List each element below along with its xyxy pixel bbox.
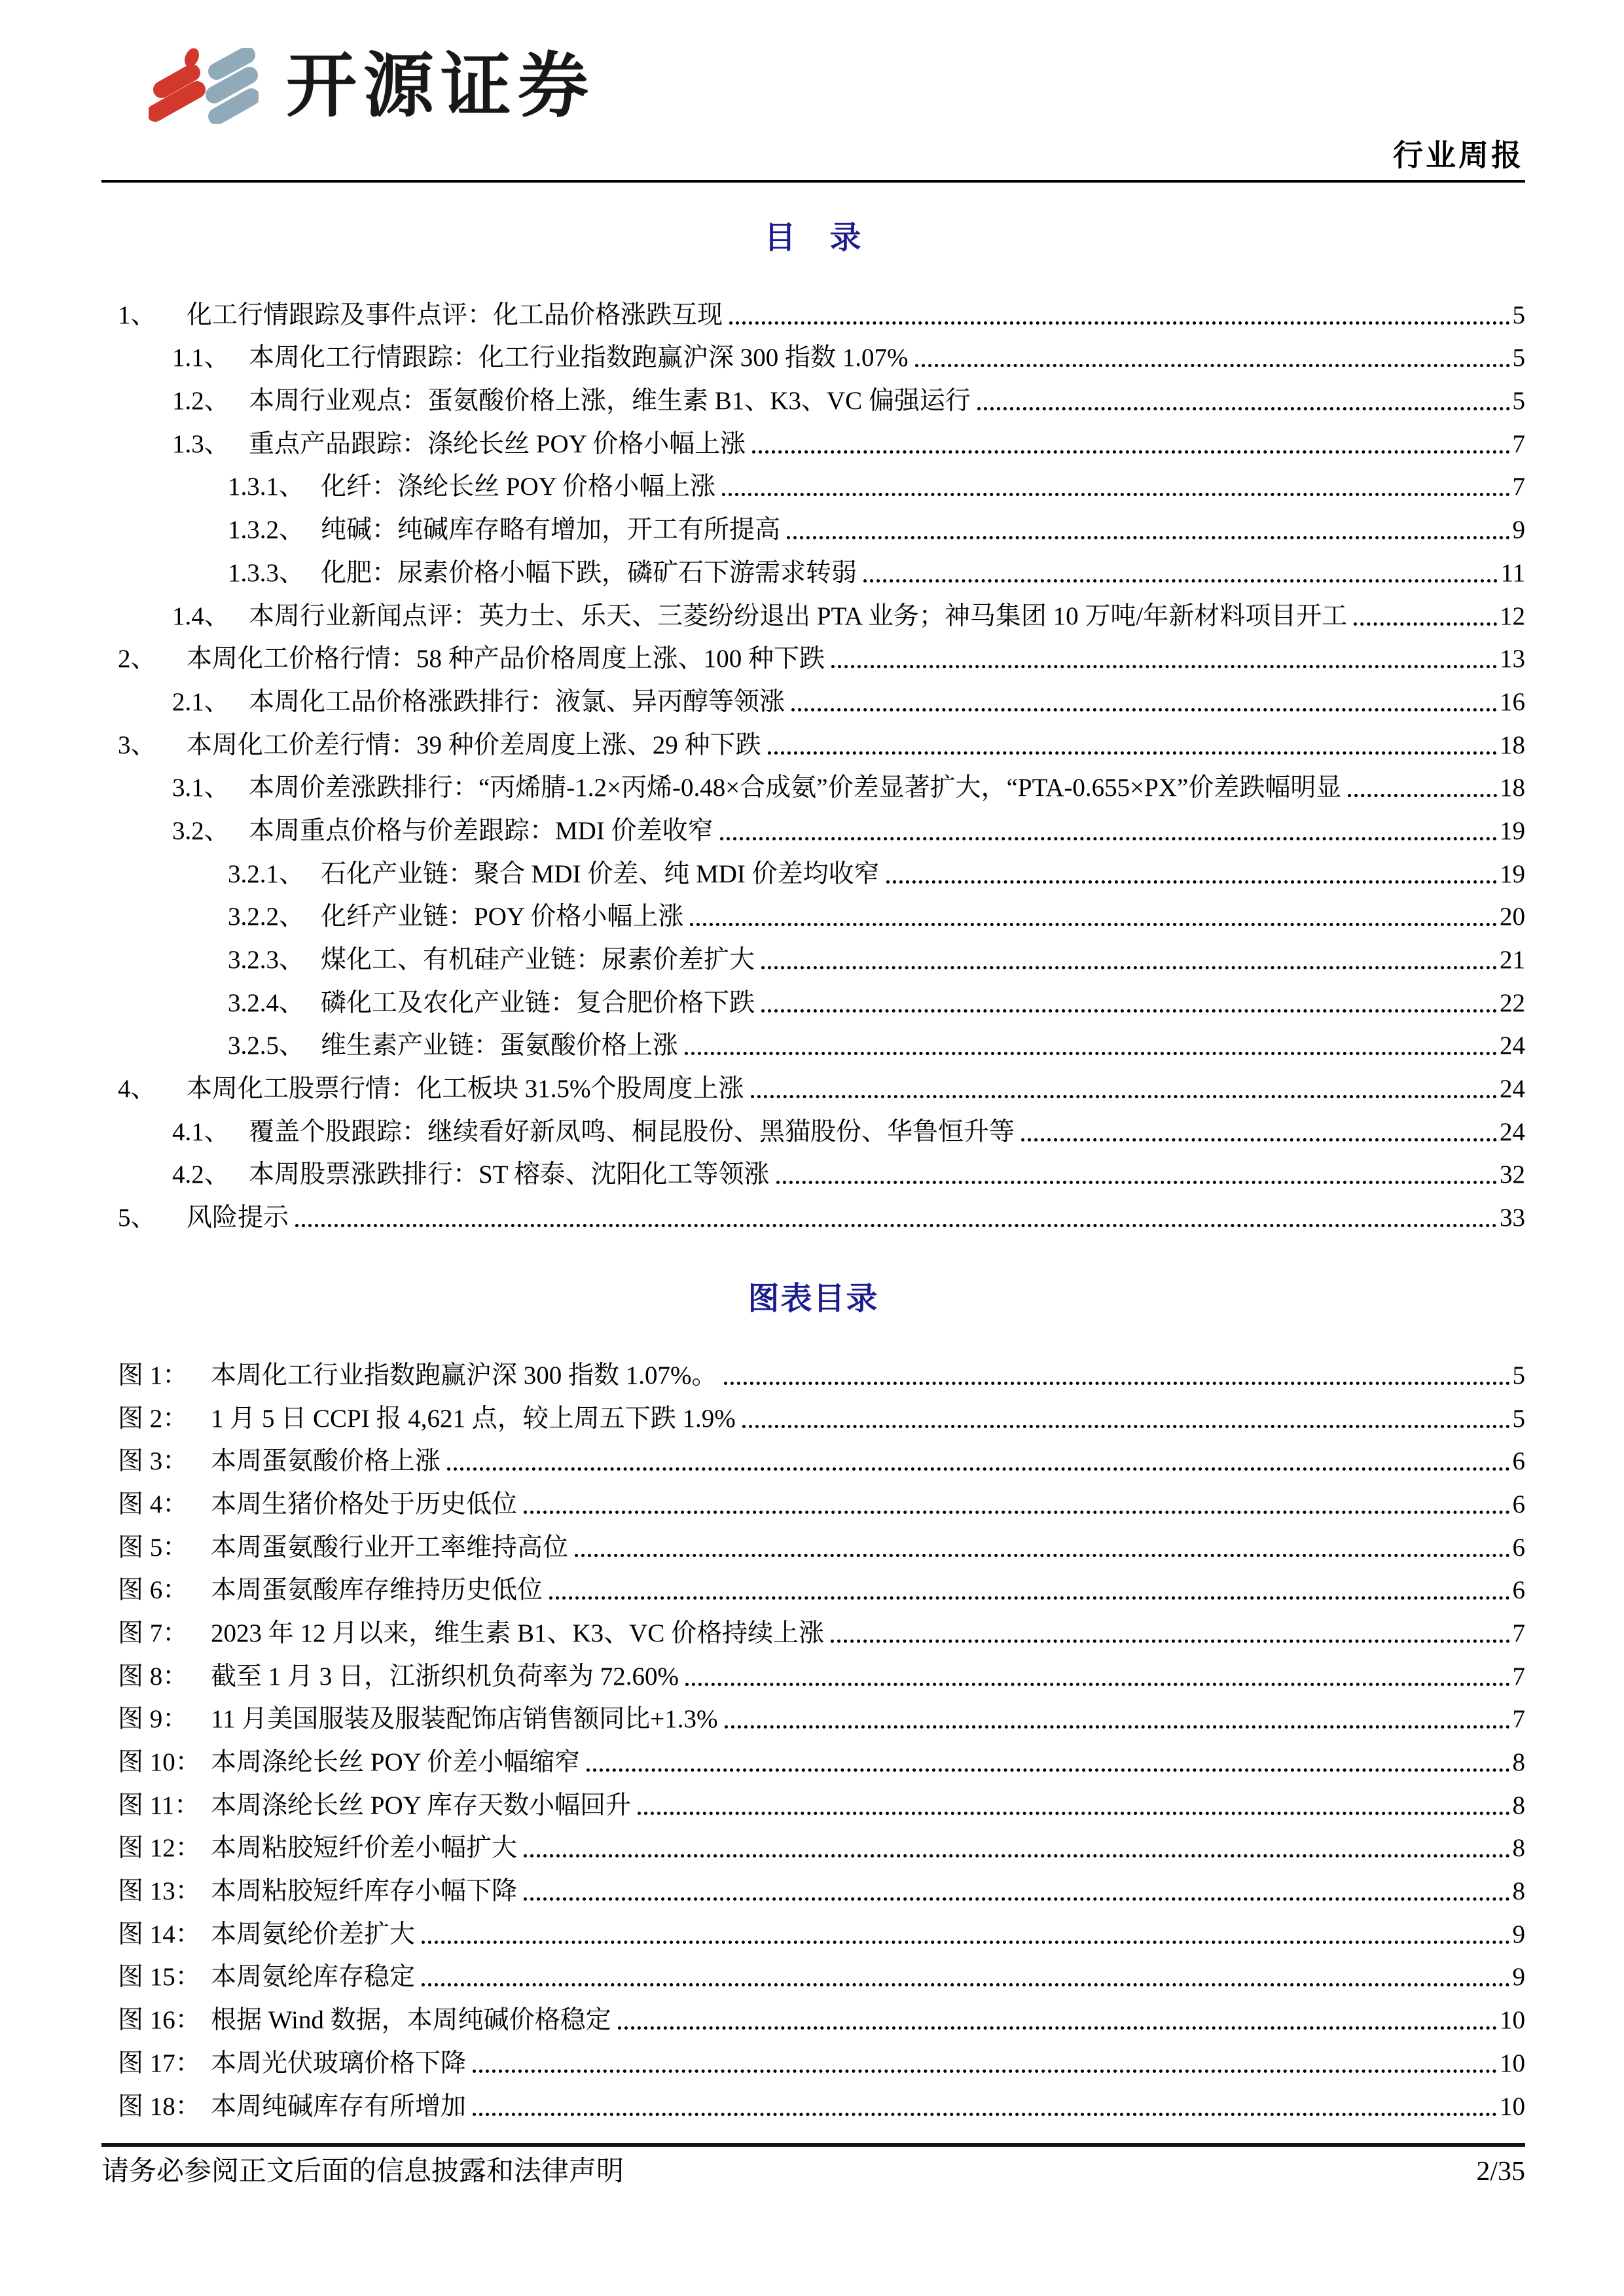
- dotted-leader: [1354, 622, 1497, 626]
- dotted-leader: [977, 407, 1510, 410]
- figure-entry[interactable]: [101, 1951, 1525, 1994]
- toc-entry-number: 3.2.4、: [228, 988, 305, 1017]
- toc-entry[interactable]: [101, 848, 1525, 891]
- dotted-leader: [549, 1596, 1509, 1600]
- figure-entry-page: 10: [1500, 2006, 1525, 2035]
- toc-entry-label: 煤化工、有机硅产业链：尿素价差扩大: [321, 946, 755, 974]
- figure-entry-label: 本周纯碱库存有所增加: [211, 2092, 467, 2121]
- figure-entry-number: 图 6：: [118, 1576, 189, 1605]
- figure-entry-number: 图 9：: [118, 1705, 189, 1734]
- toc-entry[interactable]: [101, 1149, 1525, 1192]
- figure-entry-label: 本周涤纶长丝 POY 价差小幅缩窄: [211, 1748, 581, 1776]
- figure-entry-page: 8: [1512, 1791, 1525, 1820]
- figure-entry-label: 本周光伏玻璃价格下降: [211, 2049, 467, 2077]
- toc-entry-number: 1.1、: [172, 344, 230, 372]
- dotted-leader: [1348, 794, 1497, 797]
- report-header: [101, 0, 1525, 183]
- page-footer: [101, 2143, 1525, 2189]
- toc-entry-page: 7: [1512, 429, 1525, 458]
- toc-entry-number: 4.1、: [172, 1117, 230, 1146]
- figure-entry-label: 2023 年 12 月以来，维生素 B1、K3、VC 价格持续上涨: [211, 1619, 825, 1647]
- dotted-leader: [791, 708, 1497, 711]
- toc-entry-number: 2、: [118, 645, 156, 673]
- toc-entry-page: 21: [1500, 946, 1525, 974]
- toc-entry[interactable]: [101, 590, 1525, 633]
- toc-entry-label: 风险提示: [187, 1204, 289, 1232]
- dotted-leader: [831, 1640, 1509, 1643]
- figure-entry-page: 7: [1512, 1662, 1525, 1691]
- toc-entry-number: 1.3.1、: [228, 473, 305, 501]
- figure-entry-label: 11 月美国服装及服装配饰店销售额同比+1.3%: [211, 1705, 718, 1734]
- figure-entry[interactable]: [101, 1564, 1525, 1607]
- toc-entry[interactable]: [101, 289, 1525, 332]
- figure-entry-number: 图 4：: [118, 1490, 189, 1518]
- toc-entry-label: 本周行业观点：蛋氨酸价格上涨，维生素 B1、K3、VC 偏强运行: [249, 387, 971, 416]
- figure-entry-label: 本周氨纶价差扩大: [211, 1920, 416, 1948]
- toc-entry-page: 18: [1500, 774, 1525, 802]
- report-type-label: 行业周报: [1393, 139, 1524, 172]
- toc-entry[interactable]: [101, 719, 1525, 762]
- toc-entry-number: 1.4、: [172, 601, 230, 630]
- figure-entry[interactable]: [101, 1779, 1525, 1822]
- toc-entry-page: 5: [1512, 300, 1525, 329]
- toc-entry[interactable]: [101, 418, 1525, 461]
- figure-entry-number: 图 14：: [118, 1920, 201, 1948]
- figure-entry-page: 7: [1512, 1705, 1525, 1734]
- toc-entry-label: 本周化工价格行情：58 种产品价格周度上涨、100 种下跌: [187, 645, 825, 673]
- dotted-leader: [768, 751, 1497, 755]
- toc-entry[interactable]: [101, 933, 1525, 977]
- figure-entry-page: 8: [1512, 1877, 1525, 1906]
- toc-entry-number: 1.3、: [172, 429, 230, 458]
- toc-entry-page: 24: [1500, 1075, 1525, 1103]
- figure-entry[interactable]: [101, 1392, 1525, 1435]
- dotted-leader: [473, 2113, 1497, 2116]
- dotted-leader: [586, 1768, 1509, 1772]
- figure-entry-page: 9: [1512, 1920, 1525, 1948]
- figure-entry-label: 本周涤纶长丝 POY 库存天数小幅回升: [211, 1791, 632, 1820]
- figure-entry-label: 根据 Wind 数据，本周纯碱价格稳定: [211, 2006, 611, 2035]
- figure-entry[interactable]: [101, 1478, 1525, 1521]
- toc-entry-label: 纯碱：纯碱库存略有增加，开工有所提高: [321, 516, 781, 545]
- toc-entry-label: 石化产业链：聚合 MDI 价差、纯 MDI 价差均收窄: [321, 859, 880, 888]
- figure-entry-number: 图 8：: [118, 1662, 189, 1691]
- toc-entry-label: 本周重点价格与价差跟踪：MDI 价差收窄: [249, 816, 713, 845]
- dotted-leader: [524, 1854, 1509, 1857]
- toc-entry-number: 2.1、: [172, 687, 230, 716]
- dotted-leader: [690, 923, 1497, 926]
- toc-entry-label: 本周化工品价格涨跌排行：液氯、异丙醇等领涨: [249, 687, 785, 716]
- toc-entry-page: 18: [1500, 730, 1525, 759]
- disclaimer-text: 请务必参阅正文后面的信息披露和法律声明: [101, 2157, 624, 2187]
- toc-entry-label: 磷化工及农化产业链：复合肥价格下跌: [321, 988, 755, 1017]
- dotted-leader: [618, 2026, 1497, 2030]
- dotted-leader: [831, 665, 1497, 668]
- toc-entry-label: 化纤：涤纶长丝 POY 价格小幅上涨: [321, 473, 716, 501]
- toc-entry-label: 化纤产业链：POY 价格小幅上涨: [321, 903, 684, 931]
- toc-entry-page: 13: [1500, 645, 1525, 673]
- dotted-leader: [524, 1511, 1509, 1514]
- toc-entry-number: 3、: [118, 730, 156, 759]
- figure-entry-label: 本周蛋氨酸库存维持历史低位: [211, 1576, 543, 1605]
- figure-entry[interactable]: [101, 1693, 1525, 1736]
- figure-entry-label: 本周氨纶库存稳定: [211, 1963, 416, 1992]
- brand-name: 开源证券: [286, 46, 596, 125]
- figure-entry-label: 本周粘胶短纤价差小幅扩大: [211, 1834, 518, 1863]
- dotted-leader: [722, 493, 1509, 496]
- figure-entry-number: 图 15：: [118, 1963, 201, 1992]
- figure-entry-number: 图 13：: [118, 1877, 201, 1906]
- dotted-leader: [761, 966, 1497, 969]
- figure-entry-label: 本周粘胶短纤库存小幅下降: [211, 1877, 518, 1906]
- toc-entry-label: 化肥：尿素价格小幅下跌，磷矿石下游需求转弱: [321, 558, 857, 587]
- toc-entry[interactable]: [101, 891, 1525, 934]
- toc-entry-page: 20: [1500, 903, 1525, 931]
- toc-entry-number: 3.2.3、: [228, 946, 305, 974]
- toc-entry[interactable]: [101, 1062, 1525, 1105]
- toc-entry[interactable]: [101, 1191, 1525, 1234]
- figure-entry-page: 9: [1512, 1963, 1525, 1992]
- toc-entry[interactable]: [101, 461, 1525, 504]
- page-number: 2/35: [1476, 2157, 1525, 2187]
- toc-entry-number: 3.2.2、: [228, 903, 305, 931]
- toc-entry-page: 12: [1500, 601, 1525, 630]
- toc-entry-page: 33: [1500, 1204, 1525, 1232]
- dotted-leader: [752, 450, 1509, 454]
- figure-entry-page: 7: [1512, 1619, 1525, 1647]
- dotted-leader: [886, 880, 1497, 884]
- toc-entry-page: 24: [1500, 1117, 1525, 1146]
- figure-entry-label: 本周化工行业指数跑赢沪深 300 指数 1.07%。: [211, 1361, 717, 1390]
- figure-entry-page: 5: [1512, 1404, 1525, 1433]
- dotted-leader: [863, 579, 1498, 583]
- figure-entry-number: 图 17：: [118, 2049, 201, 2077]
- toc-entry-page: 5: [1512, 387, 1525, 416]
- figure-entry-page: 8: [1512, 1834, 1525, 1863]
- figure-entry-page: 6: [1512, 1533, 1525, 1562]
- dotted-leader: [776, 1181, 1497, 1184]
- figure-entry-label: 本周蛋氨酸价格上涨: [211, 1447, 441, 1476]
- toc-entry-number: 1.3.2、: [228, 516, 305, 545]
- toc-entry[interactable]: [101, 804, 1525, 848]
- figure-entry-page: 5: [1512, 1361, 1525, 1390]
- figure-entry-number: 图 7：: [118, 1619, 189, 1647]
- toc-entry-page: 9: [1512, 516, 1525, 545]
- toc-entry[interactable]: [101, 547, 1525, 590]
- dotted-leader: [685, 1052, 1497, 1055]
- figure-entry-page: 10: [1500, 2049, 1525, 2077]
- figure-entry-page: 6: [1512, 1576, 1525, 1605]
- dotted-leader: [915, 364, 1510, 367]
- toc-entry-label: 本周化工价差行情：39 种价差周度上涨、29 种下跌: [187, 730, 761, 759]
- dotted-leader: [725, 1725, 1510, 1729]
- dotted-leader: [524, 1897, 1509, 1901]
- toc-entry-page: 32: [1500, 1160, 1525, 1189]
- toc-entry-number: 3.1、: [172, 774, 230, 802]
- toc-entry-page: 19: [1500, 859, 1525, 888]
- dotted-leader: [638, 1812, 1509, 1815]
- figure-entry-number: 图 11：: [118, 1791, 200, 1820]
- figure-entry-page: 8: [1512, 1748, 1525, 1776]
- figure-entry[interactable]: [101, 1908, 1525, 1951]
- toc-entry-label: 本周化工行情跟踪：化工行业指数跑赢沪深 300 指数 1.07%: [249, 344, 909, 372]
- toc-entry[interactable]: [101, 374, 1525, 418]
- figure-entry[interactable]: [101, 2037, 1525, 2080]
- figure-entry-number: 图 12：: [118, 1834, 201, 1863]
- figure-entry[interactable]: [101, 1521, 1525, 1564]
- figure-entry[interactable]: [101, 1650, 1525, 1693]
- figure-entry-label: 本周生猪价格处于历史低位: [211, 1490, 518, 1518]
- dotted-leader: [575, 1554, 1509, 1557]
- toc-entry-label: 重点产品跟踪：涤纶长丝 POY 价格小幅上涨: [249, 429, 746, 458]
- toc-entry[interactable]: [101, 1105, 1525, 1149]
- figure-entry[interactable]: [101, 1865, 1525, 1908]
- figure-entry-number: 图 3：: [118, 1447, 189, 1476]
- figure-entry-number: 图 16：: [118, 2006, 201, 2035]
- toc-entry-number: 4.2、: [172, 1160, 230, 1189]
- toc-entry-page: 19: [1500, 816, 1525, 845]
- toc-entry-label: 本周价差涨跌排行：“丙烯腈-1.2×丙烯-0.48×合成氨”价差显著扩大，“PTA-0.655×PX”价差跌幅明显: [249, 774, 1342, 802]
- figure-entry-page: 10: [1500, 2092, 1525, 2121]
- toc-entry-number: 1.3.3、: [228, 558, 305, 587]
- toc-entry-number: 5、: [118, 1204, 156, 1232]
- figure-entry[interactable]: [101, 1607, 1525, 1650]
- figure-entry-number: 图 2：: [118, 1404, 189, 1433]
- toc-entry-page: 24: [1500, 1031, 1525, 1060]
- toc-entry[interactable]: [101, 503, 1525, 547]
- toc-entry-number: 1、: [118, 300, 156, 329]
- figure-entry[interactable]: [101, 1994, 1525, 2037]
- dotted-leader: [422, 1983, 1509, 1986]
- toc-title: 目 录: [764, 221, 863, 255]
- figure-entry[interactable]: [101, 1349, 1525, 1392]
- toc-entry-number: 4、: [118, 1075, 156, 1103]
- dotted-leader: [729, 321, 1509, 325]
- figure-entry-label: 1 月 5 日 CCPI 报 4,621 点，较上周五下跌 1.9%: [211, 1404, 736, 1433]
- figure-entry[interactable]: [101, 1736, 1525, 1779]
- toc-entry-page: 22: [1500, 988, 1525, 1017]
- dotted-leader: [422, 1941, 1509, 1944]
- dotted-leader: [685, 1683, 1510, 1686]
- toc-entry[interactable]: [101, 1020, 1525, 1063]
- toc-entry-label: 覆盖个股跟踪：继续看好新凤鸣、桐昆股份、黑猫股份、华鲁恒升等: [249, 1117, 1015, 1146]
- toc-entry[interactable]: [101, 977, 1525, 1020]
- toc-entry-label: 本周行业新闻点评：英力士、乐天、三菱纷纷退出 PTA 业务；神马集团 10 万吨/年新材料项目开工: [249, 601, 1348, 630]
- toc-entry[interactable]: [101, 762, 1525, 805]
- figure-entry-label: 本周蛋氨酸行业开工率维持高位: [211, 1533, 569, 1562]
- figure-entry-page: 6: [1512, 1490, 1525, 1518]
- figure-entry-number: 图 10：: [118, 1748, 201, 1776]
- brand-logo: [149, 47, 595, 124]
- figures-list: [101, 1349, 1525, 2123]
- toc-entry-label: 本周股票涨跌排行：ST 榕泰、沈阳化工等领涨: [249, 1160, 770, 1189]
- toc-entry-number: 1.2、: [172, 387, 230, 416]
- figure-entry-label: 截至 1 月 3 日，江浙织机负荷率为 72.60%: [211, 1662, 679, 1691]
- brand-logo-icon: [149, 48, 259, 124]
- figure-entry-number: 图 5：: [118, 1533, 189, 1562]
- toc-entry[interactable]: [101, 332, 1525, 375]
- dotted-leader: [720, 837, 1497, 840]
- toc-entry-page: 11: [1500, 558, 1525, 587]
- toc-entry-label: 维生素产业链：蛋氨酸价格上涨: [321, 1031, 679, 1060]
- figure-entry-page: 6: [1512, 1447, 1525, 1476]
- toc-entry-number: 3.2、: [172, 816, 230, 845]
- toc-entry[interactable]: [101, 675, 1525, 719]
- toc-entry-page: 7: [1512, 473, 1525, 501]
- toc-entry-page: 5: [1512, 344, 1525, 372]
- dotted-leader: [787, 536, 1509, 539]
- page-body: [101, 183, 1525, 2123]
- toc-list: [101, 289, 1525, 1234]
- dotted-leader: [447, 1467, 1509, 1471]
- figure-entry[interactable]: [101, 1435, 1525, 1479]
- dotted-leader: [295, 1224, 1497, 1227]
- dotted-leader: [1021, 1138, 1497, 1141]
- figure-entry-number: 图 1：: [118, 1361, 189, 1390]
- dotted-leader: [742, 1425, 1510, 1428]
- toc-entry-number: 3.2.5、: [228, 1031, 305, 1060]
- toc-entry-page: 16: [1500, 687, 1525, 716]
- dotted-leader: [724, 1382, 1510, 1385]
- toc-entry-label: 化工行情跟踪及事件点评：化工品价格涨跌互现: [187, 300, 723, 329]
- figure-entry-number: 图 18：: [118, 2092, 201, 2121]
- figure-entry[interactable]: [101, 1822, 1525, 1865]
- figure-entry[interactable]: [101, 2080, 1525, 2123]
- toc-entry-number: 3.2.1、: [228, 859, 305, 888]
- dotted-leader: [761, 1009, 1497, 1013]
- toc-entry-label: 本周化工股票行情：化工板块 31.5%个股周度上涨: [187, 1075, 744, 1103]
- dotted-leader: [751, 1095, 1498, 1098]
- figures-title: 图表目录: [748, 1282, 879, 1317]
- dotted-leader: [473, 2070, 1497, 2073]
- toc-entry[interactable]: [101, 633, 1525, 676]
